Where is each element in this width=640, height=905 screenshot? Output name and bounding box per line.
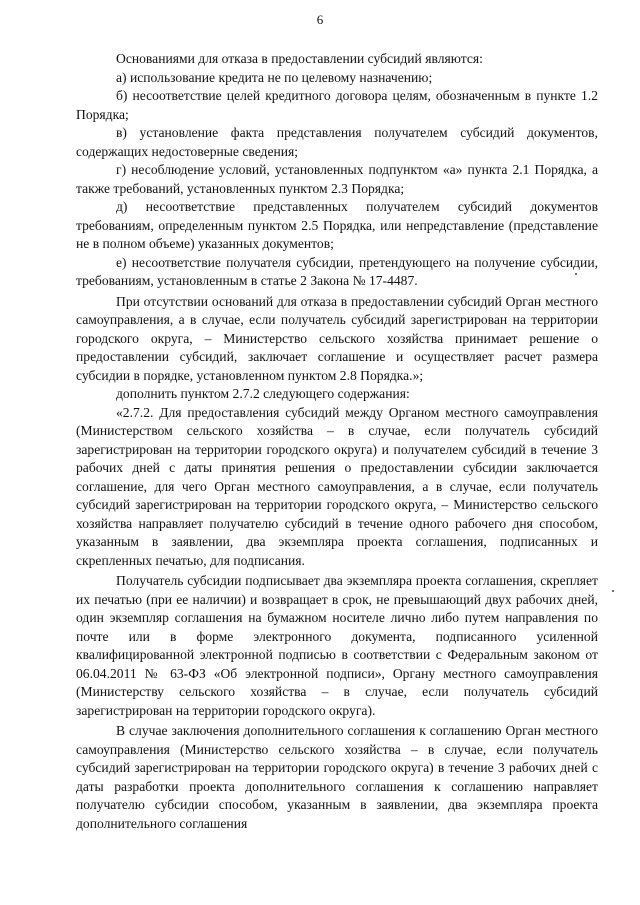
list-item-g: г) несоблюдение условий, установленных подпунктом «а» пункта 2.1 Порядка, а также требований, установленных пунктом 2.3 Порядка; — [76, 162, 598, 196]
document-body — [76, 50, 598, 833]
scan-speck — [612, 590, 614, 592]
list-item-e: е) несоответствие получателя субсидии, претендующего на получение субсидии, требованиям, установленным в статье 2 Закона № 17-4487. — [76, 254, 598, 288]
list-item-a: а) использование кредита не по целевому назначению; — [116, 69, 433, 85]
paragraph-grounds-intro: Основаниями для отказа в предоставлении субсидий являются: — [116, 51, 483, 66]
page-number: 6 — [316, 12, 324, 27]
paragraph-amendment-intro: дополнить пунктом 2.7.2 следующего содержания: — [116, 386, 410, 401]
list-item-v: в) установление факта представления получателем субсидий документов, содержащих недостоверные сведения; — [76, 125, 598, 159]
paragraph-clause-2-7-2: «2.7.2. Для предоставления субсидий между Органом местного самоуправления (Министерством сельского хозяйства – в случае, если получатель субсидий зарегистрирован на территории городского округа) и получателем субсидий в течение 3 рабочих дней с даты принятия решения о предоставлении субсидии заключается соглашение, для чего Орган местного самоуправления, а в случае, если получатель субсидий зарегистрирован на территории городского округа, – Министерство сельского хозяйства направляет получателю субсидий в течение одного рабочего дня способом, указанным в заявлении, два экземпляра проекта соглашения, подписанных и скрепленных печатью, для подписания. — [76, 404, 598, 568]
list-item-b: б) несоответствие целей кредитного договора целям, обозначенным в пункте 1.2 Порядка; — [76, 88, 598, 122]
paragraph-recipient-signs: Получатель субсидии подписывает два экземпляра проекта соглашения, скрепляет их печатью (при ее наличии) и возвращает в срок, не превышающий двух рабочих дней, один экземпляр соглашения на бумажном носителе лично либо путем направления по почте или в форме электронного документа, подписанного усиленной квалифицированной электронной подписью в соответствии с Федеральным законом от 06.04.2011 № 63-ФЗ «Об электронной подписи», Органу местного самоуправления (Министерству сельского хозяйства – в случае, если получатель субсидий зарегистрирован на территории городского округа). — [76, 573, 598, 718]
scan-speck — [575, 273, 577, 275]
paragraph-additional-agreement: В случае заключения дополнительного соглашения к соглашению Орган местного самоуправления (Министерство сельского хозяйства – в случае, если получатель субсидий зарегистрирован на территории городского округа) в течение 3 рабочих дней с даты разработки проекта дополнительного соглашения к соглашению направляет получателю субсидии способом, указанным в заявлении, два экземпляра проекта дополнительного соглашения — [76, 723, 598, 831]
paragraph-no-grounds: При отсутствии оснований для отказа в предоставлении субсидий Орган местного самоуправления, а в случае, если получатель субсидий зарегистрирован на территории городского округа, – Министерство сельского хозяйства принимает решение о предоставлении субсидий, заключает соглашение и осуществляет расчет размера субсидии в порядке, установленном пунктом 2.8 Порядка.»; — [76, 293, 598, 383]
list-item-d: д) несоответствие представленных получателем субсидий документов требованиям, определенным пунктом 2.5 Порядка, или непредставление (представление не в полном объеме) указанных документов; — [76, 199, 598, 251]
